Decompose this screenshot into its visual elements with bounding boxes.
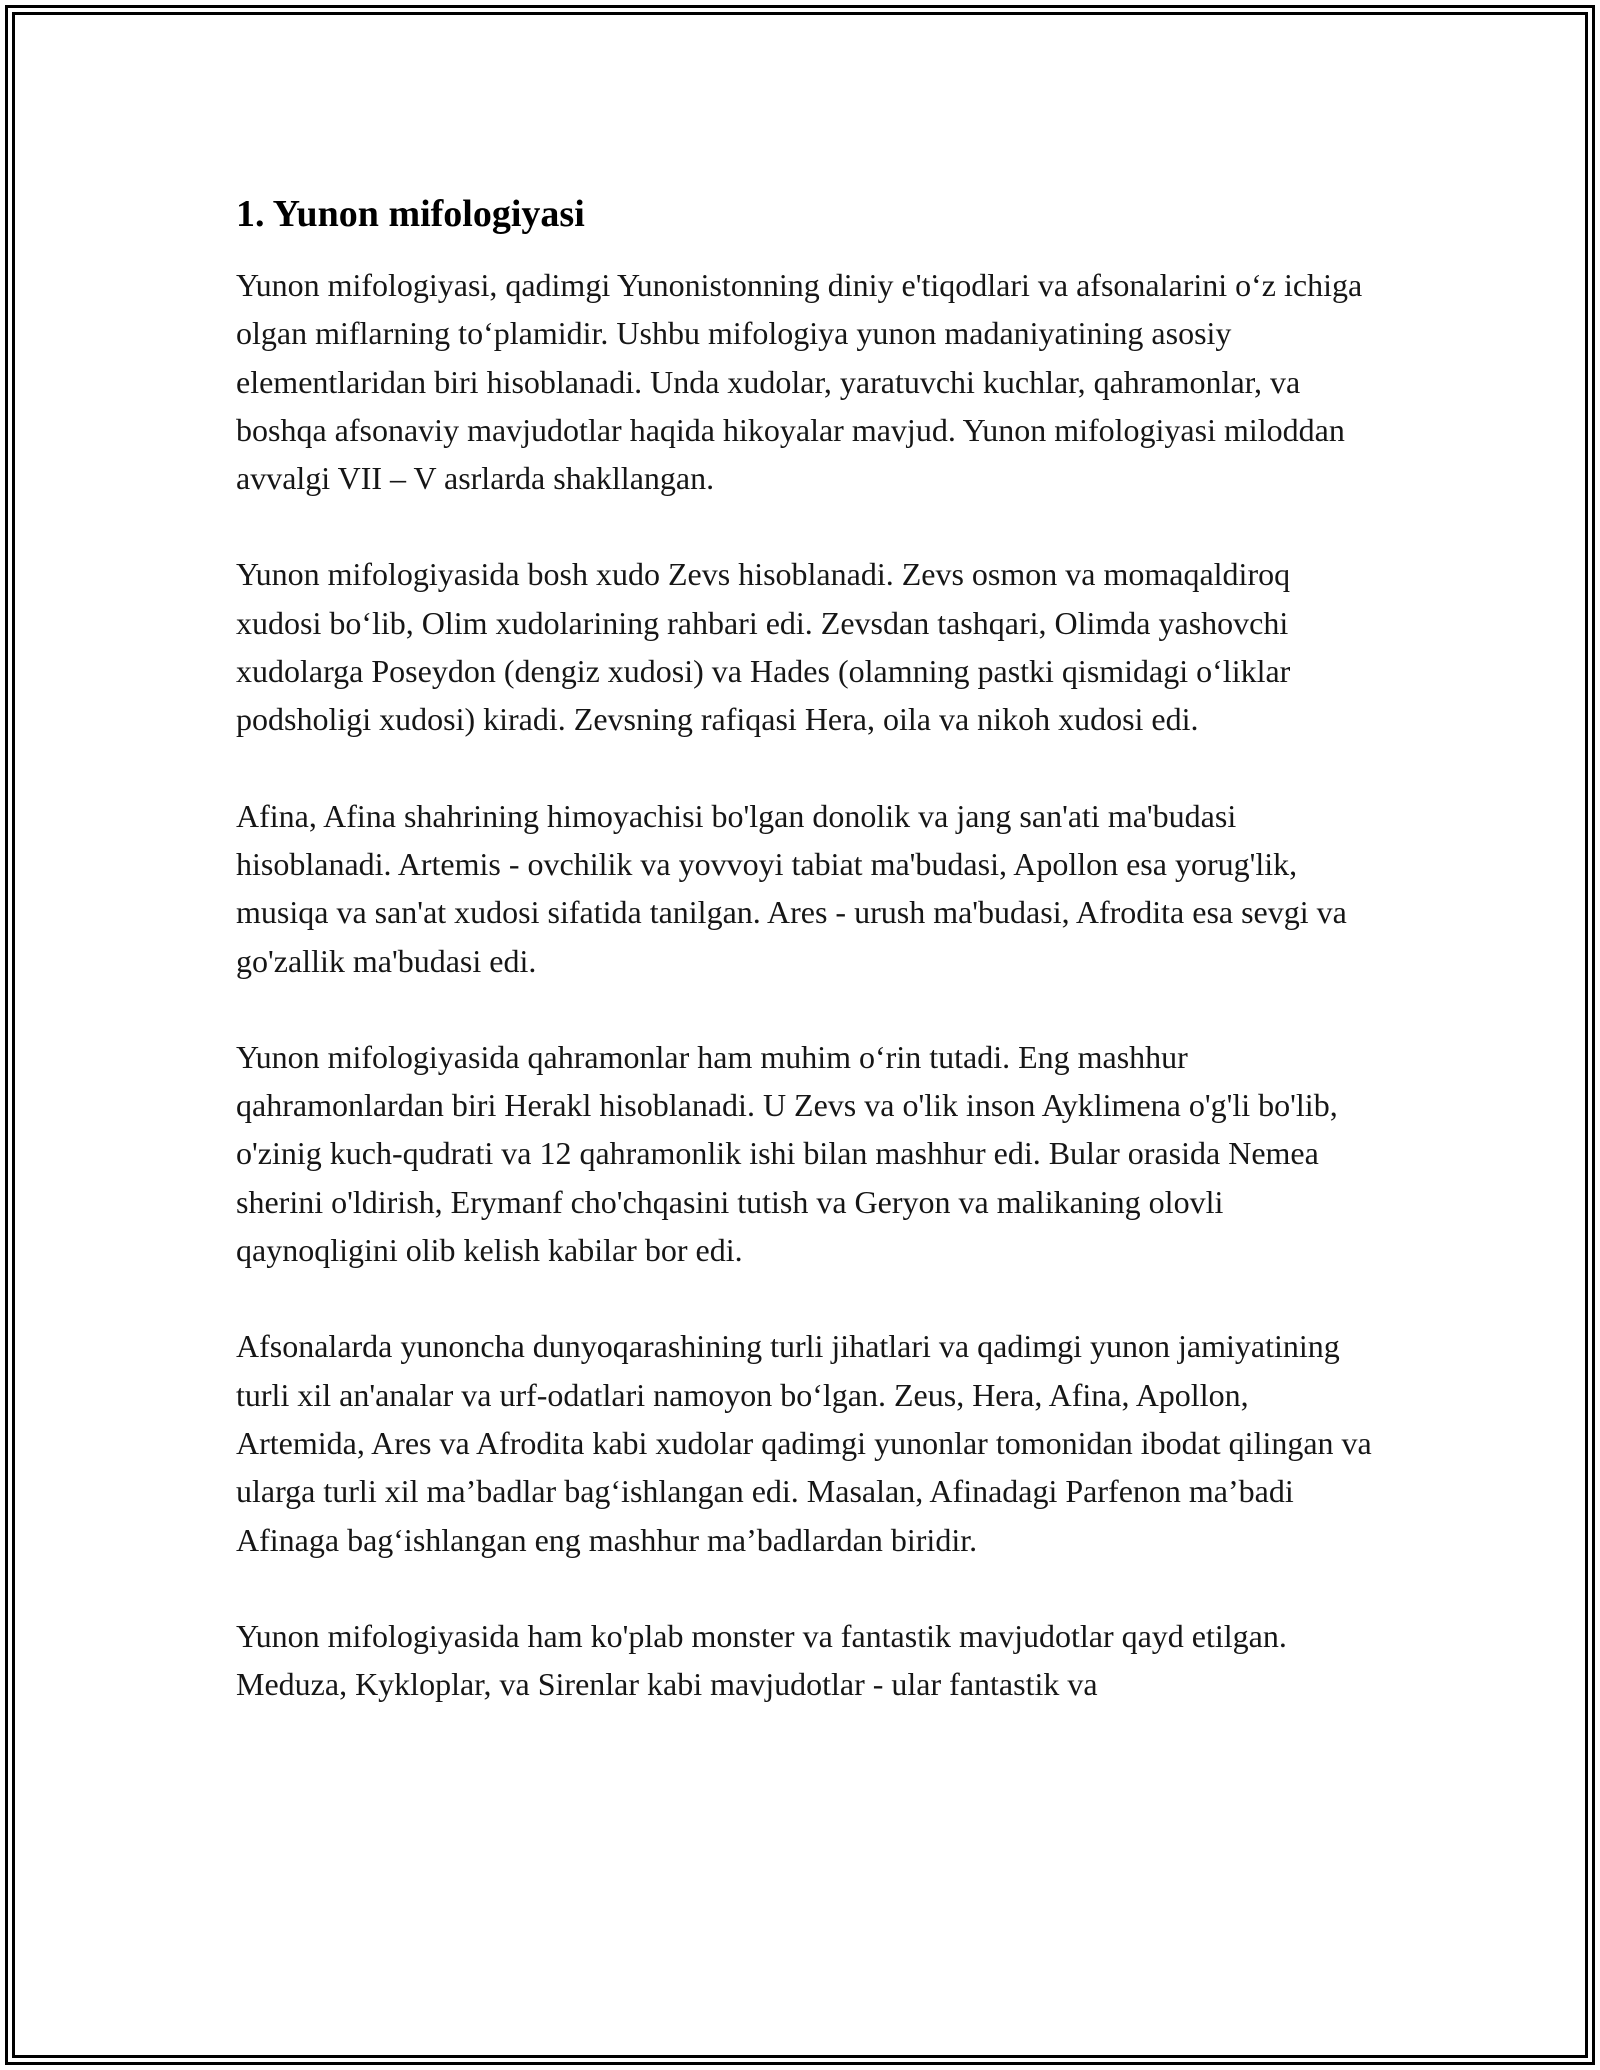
section-heading: 1. Yunon mifologiyasi xyxy=(236,193,585,235)
paragraph-intro: Yunon mifologiyasi, qadimgi Yunonistonning diniy e'tiqodlari va afsonalarini o‘z ichiga olgan miflarning to‘plamidir. Ushbu mifologiya yunon madaniyatining asosiy elementlaridan biri hisoblanadi. Unda xudolar, yaratuvchi kuchlar, qahramonlar, va boshqa afsonaviy mavjudotlar haqida hikoyalar mavjud. Yunon mifologiyasi miloddan avvalgi VII – V asrlarda shakllangan. xyxy=(236,267,1363,497)
paragraph-worship: Afsonalarda yunoncha dunyoqarashining turli jihatlari va qadimgi yunon jamiyatining turli xil an'analar va urf-odatlari namoyon bo‘lgan. Zeus, Hera, Afina, Apollon, Artemida, Ares va Afrodita kabi xudolar qadimgi yunonlar tomonidan ibodat qilingan va ularga turli xil ma’badlar bag‘ishlangan edi. Masalan, Afinadagi Parfenon ma’badi Afinaga bag‘ishlangan eng mashhur ma’badlardan biridir. xyxy=(236,1328,1372,1558)
document-body xyxy=(236,190,1376,1756)
paragraph-gods: Afina, Afina shahrining himoyachisi bo'lgan donolik va jang san'ati ma'budasi hisoblanadi. Artemis - ovchilik va yovvoyi tabiat ma'budasi, Apollon esa yorug'lik, musiqa va san'at xudosi sifatida tanilgan. Ares - urush ma'budasi, Afrodita esa sevgi va go'zallik ma'budasi edi. xyxy=(236,797,1347,979)
paragraph-heroes: Yunon mifologiyasida qahramonlar ham muhim o‘rin tutadi. Eng mashhur qahramonlardan biri Herakl hisoblanadi. U Zevs va o'lik inson Ayklimena o'g'li bo'lib, o'zinig kuch-qudrati va 12 qahramonlik ishi bilan mashhur edi. Bular orasida Nemea sherini o'ldirish, Erymanf cho'chqasini tutish va Geryon va malikaning olovli qaynoqligini olib kelish kabilar bor edi. xyxy=(236,1038,1338,1269)
paragraph-zeus: Yunon mifologiyasida bosh xudo Zevs hisoblanadi. Zevs osmon va momaqaldiroq xudosi bo‘lib, Olim xudolarining rahbari edi. Zevsdan tashqari, Olimda yashovchi xudolarga Poseydon (dengiz xudosi) va Hades (olamning pastki qismidagi o‘liklar podsholigi xudosi) kiradi. Zevsning rafiqasi Hera, oila va nikoh xudosi edi. xyxy=(236,556,1291,738)
paragraph-monsters: Yunon mifologiyasida ham ko'plab monster va fantastik mavjudotlar qayd etilgan. Meduza, Kykloplar, va Sirenlar kabi mavjudotlar - ular fantastik va xyxy=(236,1617,1287,1703)
